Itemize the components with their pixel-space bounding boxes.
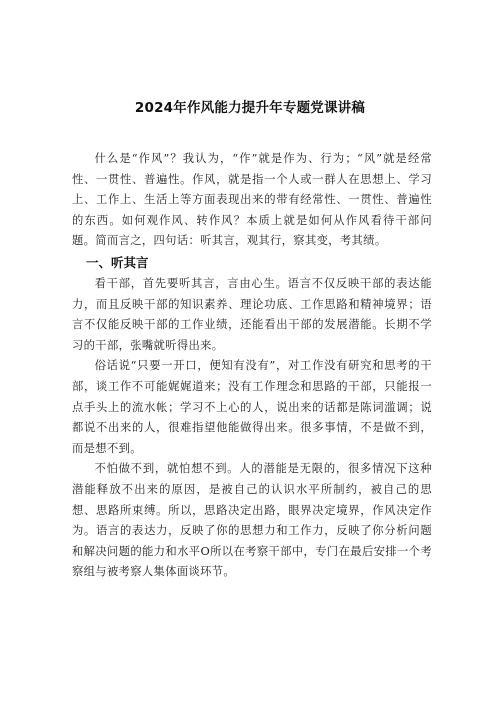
intro-paragraph: 什么是“作风”？我认为，“作”就是作为、行为；“风”就是经常性、一贯性、普遍性。作风，就是指一个人或一群人在思想上、学习上、工作上、生活上等方面表现出来的带有经常性、一贯性、普遍性的东西。如何观作风、转作风？本质上就是如何从作风看待干部问题。简而言之，四句话：听其言，观其行，察其变，考其绩。 xyxy=(72,152,432,248)
section-paragraph: 不怕做不到，就怕想不到。人的潜能是无限的，很多情况下这种潜能释放不出来的原因，是被自己的认识水平所制约，被自己的思想、思路所束缚。所以，思路决定出路，眼界决定境界，作风决定作为。语言的表达力，反映了你的思想力和工作力，反映了你分析问题和解决问题的能力和水平O所以在考察干部中，专门在最后安排一个考察组与被考察人集体面谈环节。 xyxy=(72,462,432,579)
document-body xyxy=(72,149,432,583)
section-paragraph: 俗话说“只要一开口，便知有没有”，对工作没有研究和思考的干部，谈工作不可能娓娓道来；没有工作理念和思路的干部，只能报一点手头上的流水帐；学习不上心的人，说出来的话都是陈词滥调；说都说不出来的人，很难指望他能做得出来。很多事情，不是做不到，而是想不到。 xyxy=(72,359,432,455)
section-heading-listen: 一、听其言 xyxy=(86,254,149,270)
section-paragraph: 看干部，首先要听其言，言由心生。语言不仅反映干部的表达能力，而且反映干部的知识素养、理论功底、工作思路和精神境界；语言不仅能反映干部的工作业绩，还能看出干部的发展潜能。长期不学习的干部，张嘴就听得出来。 xyxy=(72,276,432,352)
document-title: 2024年作风能力提升年专题党课讲稿 xyxy=(134,100,366,116)
